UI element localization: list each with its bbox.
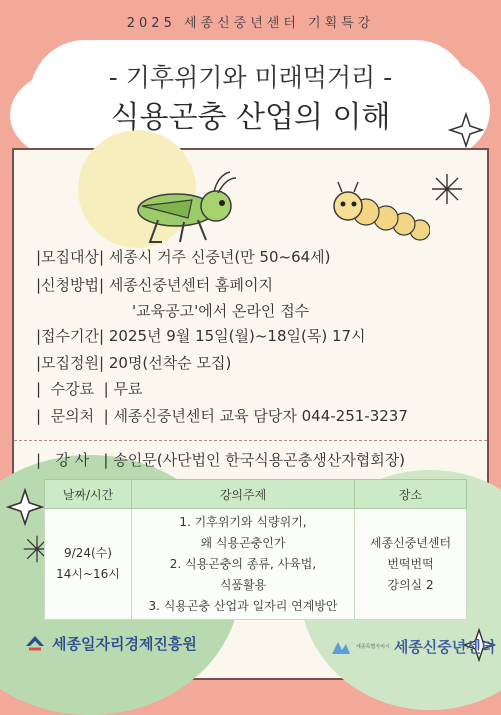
date-text: 9/24(수): [64, 546, 112, 560]
logo-mark-icon: [24, 634, 46, 654]
info-row-method: [36, 274, 273, 295]
topic-line: 1. 기후위기와 식량위기,: [179, 514, 307, 529]
place-line: 강의실 2: [387, 577, 434, 592]
table-header-row: [45, 480, 467, 509]
info-value: 무료: [113, 380, 143, 398]
place-line: 세종신중년센터: [369, 535, 452, 550]
info-row-fee: [36, 378, 142, 399]
grasshopper-illustration: [128, 170, 238, 250]
info-row-capacity: [36, 352, 231, 373]
caterpillar-illustration: [330, 180, 430, 250]
info-value: 세종신중년센터 교육 담당자 044-251-3237: [113, 407, 408, 425]
column-header-place: 장소: [355, 480, 467, 509]
info-row-target: [36, 246, 331, 267]
lecturer-value: 송인문(사단법인 한국식용곤충생산자협회장): [113, 451, 406, 469]
sejong-middle-age-center-logo: [330, 636, 495, 657]
table-row: [45, 509, 467, 620]
info-key: |모집정원|: [36, 354, 105, 372]
title-line-1: - 기후위기와 미래먹거리 -: [108, 63, 393, 92]
info-value: 세종시 거주 신중년(만 50~64세): [108, 248, 331, 266]
lecturer-row: [36, 449, 405, 470]
column-header-date: 날짜/시간: [45, 480, 132, 509]
topic-line: 왜 식용곤충인가: [200, 535, 286, 550]
title-line-2: 식용곤충 산업의 이해: [110, 100, 391, 135]
right-logo-text: 세종신중년센터: [393, 638, 496, 656]
schedule-table: [44, 479, 467, 620]
info-key: |신청방법|: [36, 276, 105, 294]
info-key: | 수강료 |: [36, 380, 109, 398]
date-cell: [45, 509, 132, 620]
right-logo-small: 세종특별자치시: [356, 644, 390, 650]
info-value: '교육공고'에서 온라인 접수: [132, 302, 310, 320]
info-row-method-cont: [132, 300, 309, 321]
info-value: 20명(선착순 모집): [108, 354, 232, 372]
sparkle-icon: [6, 488, 44, 526]
info-value: 세종신중년센터 홈페이지: [108, 276, 274, 294]
place-line: 번떡번떡: [387, 556, 434, 571]
divider: [14, 440, 487, 441]
topic-cell: [132, 509, 355, 620]
info-key: |모집대상|: [36, 248, 105, 266]
event-kicker: 2025 세종신중년센터 기획특강: [126, 16, 375, 31]
info-value: 2025년 9월 15일(월)~18일(목) 17시: [108, 327, 366, 345]
info-row-contact: [36, 405, 408, 426]
place-cell: [355, 509, 467, 620]
info-key: | 문의처 |: [36, 407, 109, 425]
left-logo-text: 세종일자리경제진흥원: [52, 635, 197, 653]
time-text: 14시~16시: [56, 567, 120, 581]
column-header-topic: 강의주제: [132, 480, 355, 509]
topic-line: 2. 식용곤충의 종류, 사육법,: [169, 556, 317, 571]
logo-mark-icon: [330, 638, 352, 656]
sparkle-icon: [430, 172, 464, 206]
info-key: |접수기간|: [36, 327, 105, 345]
topic-line: 3. 식용곤충 산업과 일자리 연계방안: [148, 598, 338, 613]
topic-line: 식품활용: [219, 577, 267, 592]
sejong-job-economy-logo: [24, 633, 197, 654]
sparkle-icon: [448, 112, 484, 148]
info-row-period: [36, 325, 366, 346]
lecturer-key: | 강 사 |: [36, 451, 109, 469]
